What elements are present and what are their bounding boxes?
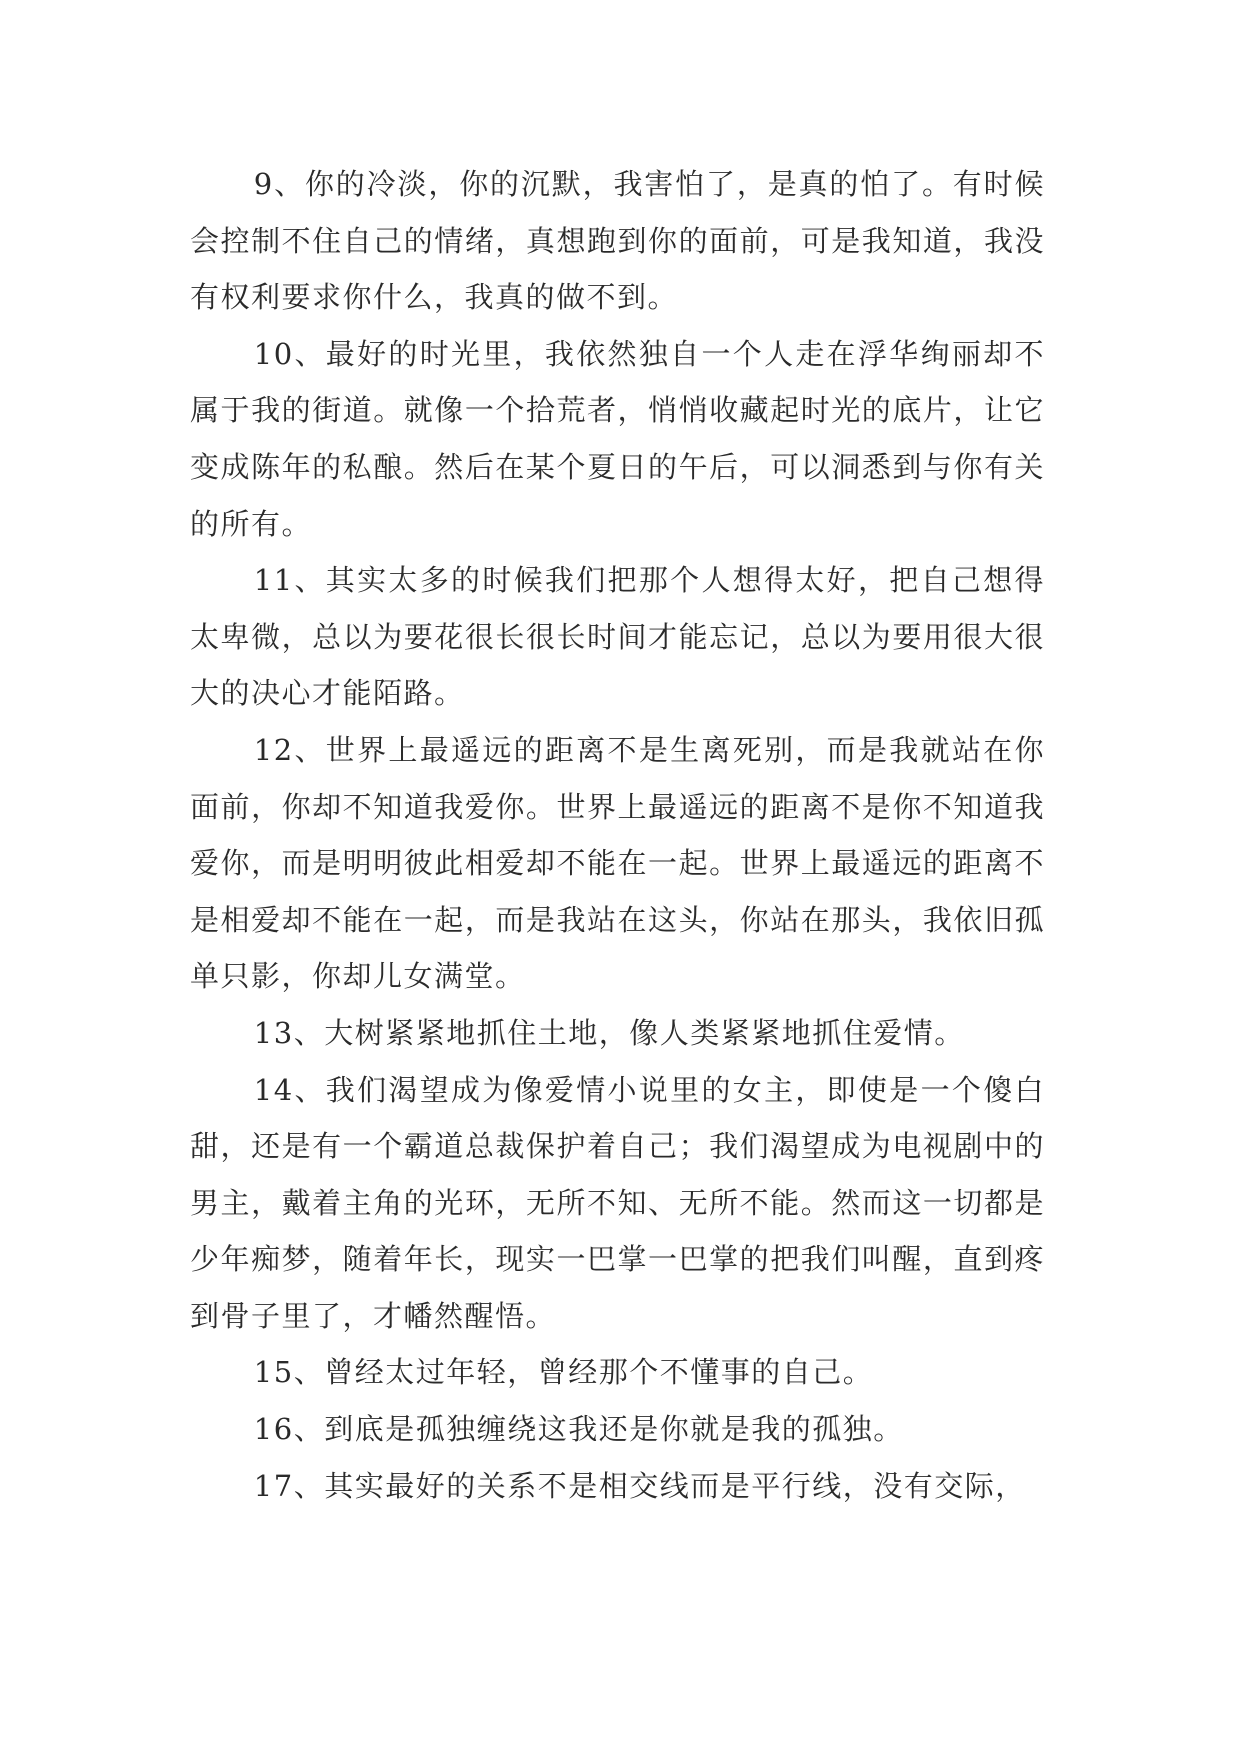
paragraph-17: 17、其实最好的关系不是相交线而是平行线，没有交际， xyxy=(253,1468,1026,1503)
paragraph-10: 10、最好的时光里，我依然独自一个人走在浮华绚丽却不属于我的街道。就像一个拾荒者，悄悄收藏起时光的底片，让它变成陈年的私酿。然后在某个夏日的午后，可以洞悉到与你有关的所有。 xyxy=(190,336,1045,541)
paragraph-15: 15、曾经太过年轻，曾经那个不懂事的自己。 xyxy=(253,1355,874,1390)
document-body xyxy=(190,156,1045,1514)
paragraph-14: 14、我们渴望成为像爱情小说里的女主，即使是一个傻白甜，还是有一个霸道总裁保护着自己；我们渴望成为电视剧中的男主，戴着主角的光环，无所不知、无所不能。然而这一切都是少年痴梦，随着年长，现实一巴掌一巴掌的把我们叫醒，直到疼到骨子里了，才幡然醒悟。 xyxy=(190,1072,1045,1333)
paragraph-11: 11、其实太多的时候我们把那个人想得太好，把自己想得太卑微，总以为要花很长很长时间才能忘记，总以为要用很大很大的决心才能陌路。 xyxy=(190,563,1045,711)
paragraph-16: 16、到底是孤独缠绕这我还是你就是我的孤独。 xyxy=(253,1412,904,1447)
paragraph-13: 13、大树紧紧地抓住土地，像人类紧紧地抓住爱情。 xyxy=(253,1015,965,1050)
paragraph-12: 12、世界上最遥远的距离不是生离死别，而是我就站在你面前，你却不知道我爱你。世界上最遥远的距离不是你不知道我爱你，而是明明彼此相爱却不能在一起。世界上最遥远的距离不是相爱却不能在一起，而是我站在这头，你站在那头，我依旧孤单只影，你却儿女满堂。 xyxy=(190,732,1045,994)
paragraph-9: 9、你的冷淡，你的沉默，我害怕了，是真的怕了。有时候会控制不住自己的情绪，真想跑到你的面前，可是我知道，我没有权利要求你什么，我真的做不到。 xyxy=(190,167,1045,315)
